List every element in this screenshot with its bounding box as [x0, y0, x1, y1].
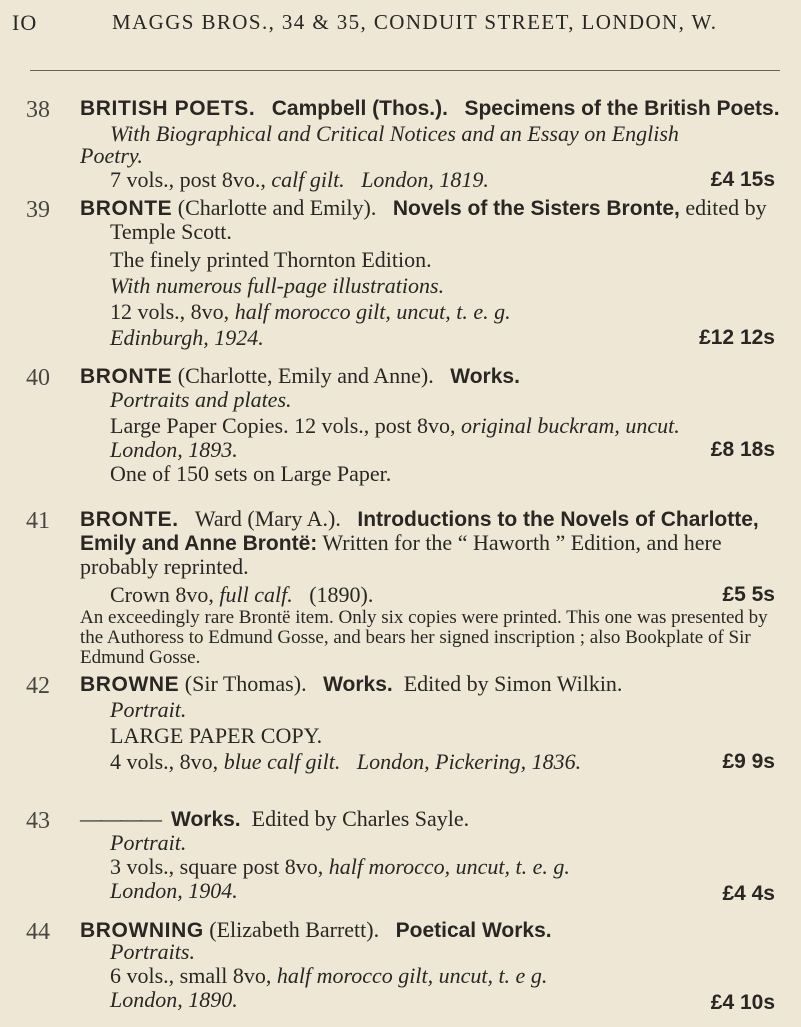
entry-title-cont: Emily and Anne Brontë: Written for the “ Haworth ” Edition, and here [80, 530, 722, 555]
entry-price: £4 10s [710, 991, 775, 1014]
header-rule [30, 70, 780, 71]
entry-heading: BRONTE. Ward (Mary A.). Introductions to the Novels of Charlotte, [80, 506, 759, 531]
entry-portraits: Portraits. [110, 939, 195, 964]
entry-price: £5 5s [722, 583, 775, 606]
entry-note-short: probably reprinted. [80, 554, 249, 579]
entry-title: Works. [171, 808, 241, 831]
entry-edition: The finely printed Thornton Edition. [110, 247, 432, 272]
entry-portrait: Portrait. [110, 830, 187, 855]
entry-imprint: Edinburgh, 1924. [110, 325, 264, 350]
entry-price: £9 9s [722, 750, 775, 773]
page-header [0, 10, 801, 44]
entry-illustrations: With numerous full-page illustrations. [110, 273, 445, 298]
entry-format: 12 vols., 8vo, half morocco gilt, uncut, t. e. g. [110, 299, 511, 324]
entry-heading: BROWNING (Elizabeth Barrett). Poetical Works. [80, 917, 552, 942]
entry-format: Large Paper Copies. 12 vols., post 8vo, original buckram, uncut. [110, 413, 680, 438]
entry-subtitle: With Biographical and Critical Notices and an Essay on English [110, 121, 679, 146]
running-head: MAGGS BROS., 34 & 35, CONDUIT STREET, LONDON, W. [112, 10, 718, 34]
entry-number: 40 [26, 365, 50, 391]
entry-note: An exceedingly rare Brontë item. Only six copies were printed. This one was presented by the Authoress to Edmund Gosse, and bears her signed inscription ; also Bookplate of Sir Edmund Gosse. [80, 607, 768, 668]
entry-title: Introductions to the Novels of Charlotte, [357, 508, 759, 531]
entry-number: 42 [26, 673, 50, 699]
entry-heading: BRONTE (Charlotte, Emily and Anne). Works. [80, 363, 520, 388]
entry-format: 3 vols., square post 8vo, half morocco, uncut, t. e. g. [110, 854, 570, 879]
entry-number: 43 [26, 808, 50, 834]
entry-title: Specimens of the British Poets. [464, 97, 780, 120]
entry-subtitle-cont: Poetry. [80, 143, 143, 168]
entry-price: £4 15s [710, 168, 775, 191]
entry-price: £8 18s [710, 438, 775, 461]
entry-number: 41 [26, 508, 50, 534]
entry-number: 39 [26, 197, 50, 223]
entry-imprint: London, 1904. [110, 878, 238, 903]
entry-number: 38 [26, 97, 50, 123]
entry-format: 4 vols., 8vo, blue calf gilt. London, Pickering, 1836. [110, 749, 582, 774]
entry-price: £12 12s [699, 326, 775, 349]
entry-title: Novels of the Sisters Bronte, [392, 197, 680, 220]
entry-format: 6 vols., small 8vo, half morocco gilt, uncut, t. e g. [110, 963, 548, 988]
entry-heading: BRONTE (Charlotte and Emily). Novels of the Sisters Bronte, edited by [80, 195, 767, 220]
entry-limitation: One of 150 sets on Large Paper. [110, 461, 392, 486]
entry-title: Poetical Works. [395, 919, 552, 942]
entry-plates: Portraits and plates. [110, 387, 292, 412]
entry-price: £4 4s [722, 882, 775, 905]
entry-heading: BROWNE (Sir Thomas). Works. Edited by Simon Wilkin. [80, 671, 623, 696]
page-number: IO [12, 10, 38, 35]
entry-editor: Temple Scott. [110, 219, 232, 244]
entry-heading: BRITISH POETS. Campbell (Thos.). Specimens of the British Poets. [80, 97, 780, 120]
entry-imprint: London, 1890. [110, 987, 238, 1012]
entry-format: 7 vols., post 8vo., calf gilt. London, 1819. [110, 167, 489, 192]
entry-format: Crown 8vo, full calf. (1890). [110, 582, 374, 607]
entry-heading: ———— Works. Edited by Charles Sayle. [80, 806, 470, 831]
entry-portrait: Portrait. [110, 697, 187, 722]
entry-number: 44 [26, 919, 50, 945]
entry-title: Works. [450, 365, 520, 388]
entry-large-paper: LARGE PAPER COPY. [110, 723, 323, 748]
entry-imprint: London, 1893. [110, 437, 238, 462]
entry-title: Works. [323, 673, 393, 696]
